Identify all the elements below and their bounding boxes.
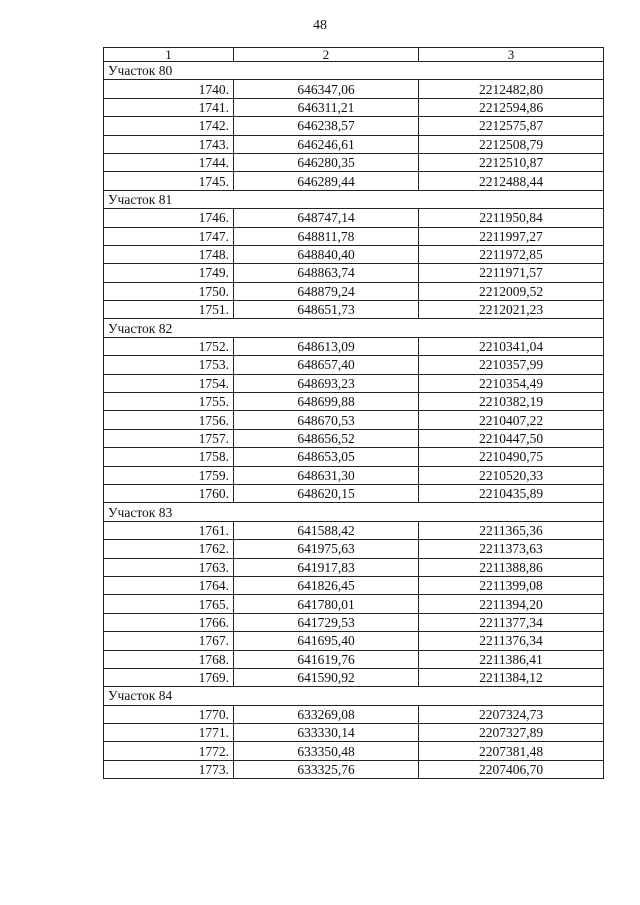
x-coordinate: 641588,42 [234,521,419,539]
point-number: 1753. [104,356,234,374]
y-coordinate: 2207406,70 [419,760,604,778]
point-number: 1746. [104,209,234,227]
page-number: 48 [313,18,327,33]
point-number: 1760. [104,484,234,502]
section-title: Участок 82 [104,319,604,337]
x-coordinate: 648840,40 [234,245,419,263]
x-coordinate: 646347,06 [234,80,419,98]
point-number: 1767. [104,632,234,650]
table-row [104,448,604,466]
y-coordinate: 2207324,73 [419,705,604,723]
point-number: 1749. [104,264,234,282]
point-number: 1754. [104,374,234,392]
table-row [104,650,604,668]
y-coordinate: 2212575,87 [419,117,604,135]
y-coordinate: 2212508,79 [419,135,604,153]
y-coordinate: 2211376,34 [419,632,604,650]
point-number: 1751. [104,301,234,319]
point-number: 1740. [104,80,234,98]
point-number: 1752. [104,337,234,355]
point-number: 1758. [104,448,234,466]
y-coordinate: 2210490,75 [419,448,604,466]
point-number: 1755. [104,393,234,411]
y-coordinate: 2211399,08 [419,576,604,594]
table-row [104,374,604,392]
x-coordinate: 648693,23 [234,374,419,392]
y-coordinate: 2212021,23 [419,301,604,319]
y-coordinate: 2210407,22 [419,411,604,429]
section-title: Участок 84 [104,687,604,705]
table-row [104,540,604,558]
x-coordinate: 646280,35 [234,153,419,171]
y-coordinate: 2210354,49 [419,374,604,392]
x-coordinate: 648699,88 [234,393,419,411]
table-row [104,632,604,650]
x-coordinate: 633330,14 [234,724,419,742]
section-title: Участок 81 [104,190,604,208]
table-body [104,62,604,779]
x-coordinate: 648863,74 [234,264,419,282]
point-number: 1743. [104,135,234,153]
y-coordinate: 2211384,12 [419,668,604,686]
table-row [104,117,604,135]
point-number: 1768. [104,650,234,668]
y-coordinate: 2210357,99 [419,356,604,374]
x-coordinate: 641917,83 [234,558,419,576]
point-number: 1741. [104,98,234,116]
y-coordinate: 2212594,86 [419,98,604,116]
x-coordinate: 646246,61 [234,135,419,153]
x-coordinate: 641619,76 [234,650,419,668]
y-coordinate: 2211373,63 [419,540,604,558]
point-number: 1771. [104,724,234,742]
x-coordinate: 648811,78 [234,227,419,245]
table-row [104,172,604,190]
x-coordinate: 648620,15 [234,484,419,502]
x-coordinate: 646289,44 [234,172,419,190]
x-coordinate: 648670,53 [234,411,419,429]
table-row [104,282,604,300]
x-coordinate: 648879,24 [234,282,419,300]
point-number: 1762. [104,540,234,558]
point-number: 1765. [104,595,234,613]
y-coordinate: 2211997,27 [419,227,604,245]
y-coordinate: 2211377,34 [419,613,604,631]
x-coordinate: 641826,45 [234,576,419,594]
y-coordinate: 2210435,89 [419,484,604,502]
table-row [104,356,604,374]
table-row [104,760,604,778]
section-row [104,503,604,521]
y-coordinate: 2210447,50 [419,429,604,447]
column-header-2: 2 [234,48,419,62]
point-number: 1757. [104,429,234,447]
point-number: 1773. [104,760,234,778]
table-row [104,705,604,723]
x-coordinate: 641590,92 [234,668,419,686]
table-row [104,393,604,411]
x-coordinate: 641695,40 [234,632,419,650]
y-coordinate: 2211365,36 [419,521,604,539]
point-number: 1772. [104,742,234,760]
x-coordinate: 648657,40 [234,356,419,374]
y-coordinate: 2212510,87 [419,153,604,171]
table-row [104,613,604,631]
point-number: 1750. [104,282,234,300]
section-row [104,319,604,337]
table-row [104,135,604,153]
table-row [104,209,604,227]
table-row [104,227,604,245]
y-coordinate: 2212009,52 [419,282,604,300]
table-row [104,668,604,686]
x-coordinate: 648656,52 [234,429,419,447]
point-number: 1764. [104,576,234,594]
point-number: 1763. [104,558,234,576]
y-coordinate: 2211971,57 [419,264,604,282]
point-number: 1759. [104,466,234,484]
y-coordinate: 2211950,84 [419,209,604,227]
y-coordinate: 2211388,86 [419,558,604,576]
table-row [104,595,604,613]
point-number: 1742. [104,117,234,135]
x-coordinate: 648651,73 [234,301,419,319]
y-coordinate: 2212488,44 [419,172,604,190]
y-coordinate: 2210341,04 [419,337,604,355]
y-coordinate: 2210382,19 [419,393,604,411]
x-coordinate: 633350,48 [234,742,419,760]
table-row [104,153,604,171]
column-header-1: 1 [104,48,234,62]
table-row [104,742,604,760]
table-row [104,245,604,263]
y-coordinate: 2211972,85 [419,245,604,263]
x-coordinate: 648613,09 [234,337,419,355]
y-coordinate: 2211394,20 [419,595,604,613]
table-header [104,48,604,62]
point-number: 1745. [104,172,234,190]
x-coordinate: 648631,30 [234,466,419,484]
table-row [104,466,604,484]
point-number: 1747. [104,227,234,245]
table-row [104,80,604,98]
x-coordinate: 641780,01 [234,595,419,613]
table-row [104,411,604,429]
y-coordinate: 2212482,80 [419,80,604,98]
table-row [104,337,604,355]
point-number: 1769. [104,668,234,686]
y-coordinate: 2207327,89 [419,724,604,742]
column-header-3: 3 [419,48,604,62]
point-number: 1770. [104,705,234,723]
table-row [104,264,604,282]
table-row [104,521,604,539]
x-coordinate: 641975,63 [234,540,419,558]
point-number: 1744. [104,153,234,171]
point-number: 1766. [104,613,234,631]
x-coordinate: 633269,08 [234,705,419,723]
x-coordinate: 648747,14 [234,209,419,227]
table-row [104,484,604,502]
table-row [104,724,604,742]
table-row [104,301,604,319]
header-row [104,48,604,62]
y-coordinate: 2207381,48 [419,742,604,760]
table-row [104,429,604,447]
section-row [104,62,604,80]
x-coordinate: 648653,05 [234,448,419,466]
y-coordinate: 2211386,41 [419,650,604,668]
table-row [104,98,604,116]
section-title: Участок 83 [104,503,604,521]
section-title: Участок 80 [104,62,604,80]
table-row [104,576,604,594]
point-number: 1756. [104,411,234,429]
x-coordinate: 646311,21 [234,98,419,116]
table-row [104,558,604,576]
section-row [104,687,604,705]
x-coordinate: 641729,53 [234,613,419,631]
coordinates-table [103,47,604,779]
x-coordinate: 633325,76 [234,760,419,778]
section-row [104,190,604,208]
point-number: 1761. [104,521,234,539]
y-coordinate: 2210520,33 [419,466,604,484]
x-coordinate: 646238,57 [234,117,419,135]
point-number: 1748. [104,245,234,263]
